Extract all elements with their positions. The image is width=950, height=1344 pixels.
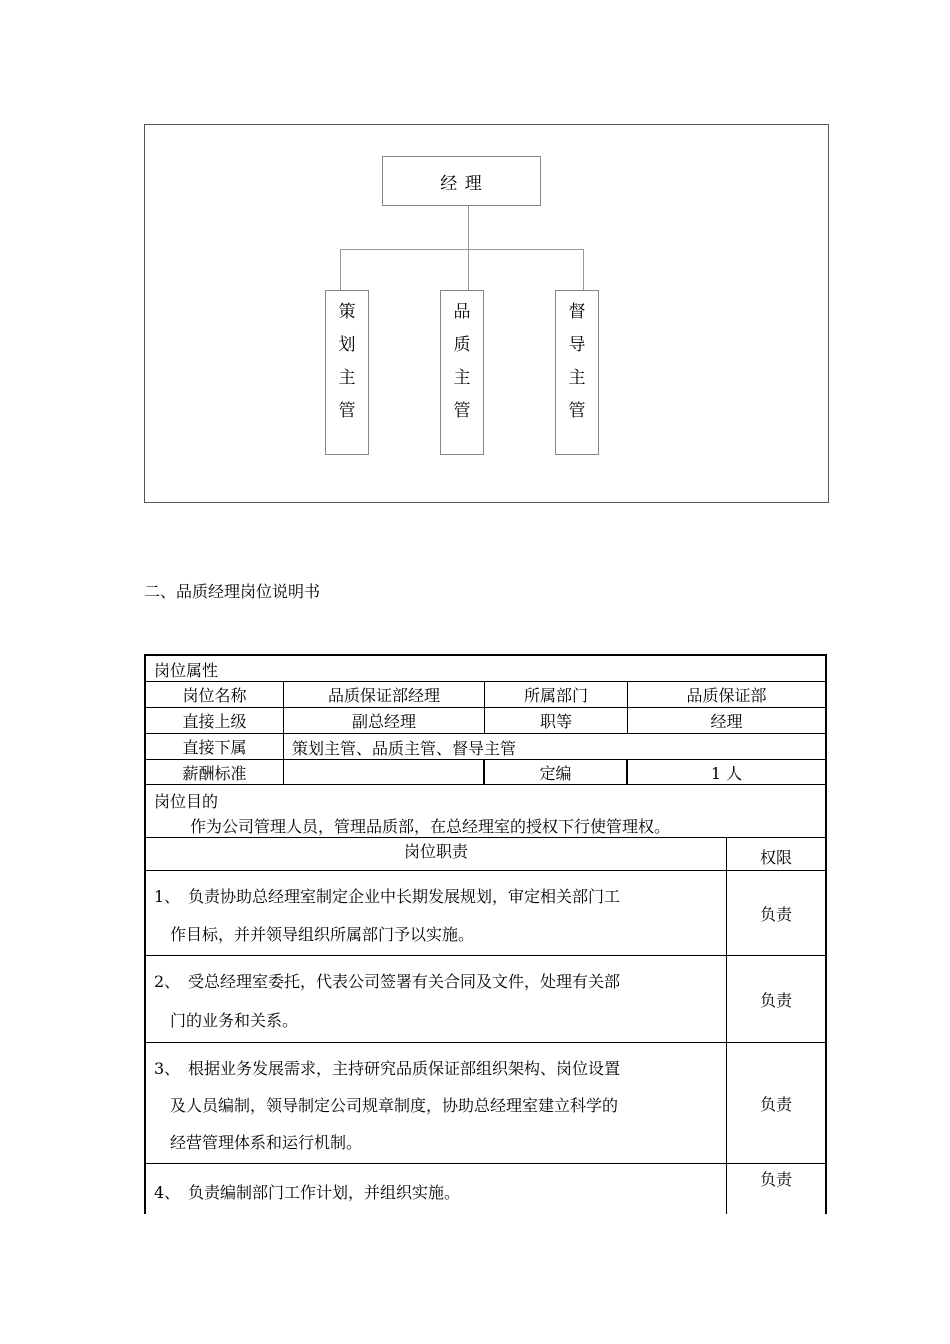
duty-text-line: 及人员编制，领导制定公司规章制度，协助总经理室建立科学的 xyxy=(170,1096,619,1115)
org-node-char: 策 xyxy=(338,302,356,322)
duty-text-line: 受总经理室委托，代表公司签署有关合同及文件，处理有关部 xyxy=(188,972,621,991)
authority-header: 权限 xyxy=(759,847,792,867)
org-connector-right xyxy=(583,249,584,290)
duty-text-line: 经营管理体系和运行机制。 xyxy=(170,1133,363,1152)
duty-text-line: 负责协助总经理室制定企业中长期发展规划，审定相关部门工 xyxy=(188,887,621,906)
duty-number: 4、 xyxy=(154,1183,181,1202)
table-border-top xyxy=(144,654,827,656)
value-headcount: 1 人 xyxy=(710,763,743,783)
row-divider xyxy=(144,1042,827,1043)
label-headcount: 定编 xyxy=(539,763,572,783)
value-direct-subordinates: 策划主管、品质主管、督导主管 xyxy=(292,739,517,758)
value-position-name: 品质保证部经理 xyxy=(327,686,440,705)
org-connector-middle xyxy=(468,249,469,290)
row-divider xyxy=(144,955,827,956)
job-description-table xyxy=(144,654,827,1214)
value-grade: 经理 xyxy=(710,712,743,731)
attr-header: 岗位属性 xyxy=(154,661,219,680)
duty-text-line: 作目标，并并领导组织所属部门予以实施。 xyxy=(170,925,475,944)
row-divider xyxy=(144,1163,827,1164)
duty-text-line: 根据业务发展需求，主持研究品质保证部组织架构、岗位设置 xyxy=(188,1059,621,1078)
org-node-char: 管 xyxy=(453,401,471,421)
org-node-quality xyxy=(440,290,484,455)
org-node-char: 导 xyxy=(568,335,586,355)
value-department: 品质保证部 xyxy=(686,686,767,705)
label-direct-subordinates: 直接下属 xyxy=(182,738,247,757)
label-position-name: 岗位名称 xyxy=(182,686,247,705)
purpose-header: 岗位目的 xyxy=(154,792,219,811)
org-node-char: 质 xyxy=(453,335,471,355)
org-node-char: 督 xyxy=(568,302,586,322)
org-node-char: 主 xyxy=(453,368,471,388)
duty-authority: 负责 xyxy=(759,904,792,924)
duty-text-line: 负责编制部门工作计划，并组织实施。 xyxy=(188,1183,461,1202)
org-node-char: 管 xyxy=(568,401,586,421)
label-salary-standard: 薪酬标准 xyxy=(182,763,247,783)
duty-text-line: 门的业务和关系。 xyxy=(170,1011,299,1030)
org-node-planning xyxy=(325,290,369,455)
org-node-char: 品 xyxy=(453,302,471,322)
duty-authority: 负责 xyxy=(759,1169,792,1189)
org-node-char: 主 xyxy=(338,368,356,388)
org-node-char: 主 xyxy=(568,368,586,388)
duty-number: 2、 xyxy=(154,972,181,991)
org-node-supervision xyxy=(555,290,599,455)
value-direct-superior: 副总经理 xyxy=(351,712,416,731)
purpose-text: 作为公司管理人员，管理品质部，在总经理室的授权下行使管理权。 xyxy=(190,817,671,836)
org-connector-horizontal xyxy=(340,249,583,250)
section-title: 二、品质经理岗位说明书 xyxy=(144,582,321,601)
org-connector-left xyxy=(340,249,341,290)
org-node-manager-label: 经 理 xyxy=(440,173,483,194)
duty-number: 1、 xyxy=(154,887,181,906)
label-direct-superior: 直接上级 xyxy=(182,712,247,731)
duty-authority: 负责 xyxy=(759,990,792,1010)
org-node-manager xyxy=(382,156,541,206)
row-divider xyxy=(144,870,827,871)
org-node-char: 划 xyxy=(338,335,356,355)
org-node-char: 管 xyxy=(338,401,356,421)
table-border-right xyxy=(825,654,827,1214)
org-connector-vertical xyxy=(468,206,469,249)
label-grade: 职等 xyxy=(539,712,572,731)
duty-authority: 负责 xyxy=(759,1094,792,1114)
duty-header: 岗位职责 xyxy=(403,841,468,861)
row-divider xyxy=(144,784,827,785)
label-department: 所属部门 xyxy=(523,686,588,705)
value-salary-standard xyxy=(284,760,483,784)
duty-number: 3、 xyxy=(154,1059,181,1078)
